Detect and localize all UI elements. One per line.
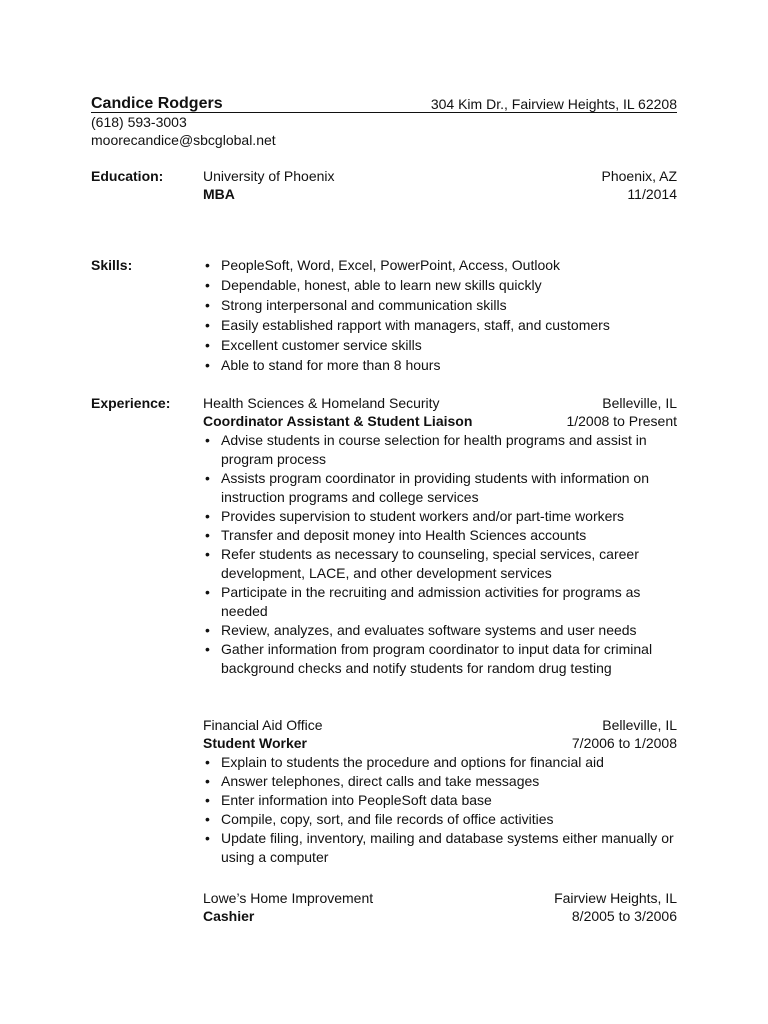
name-line — [91, 94, 677, 114]
job-employer: Lowe’s Home Improvement — [203, 890, 374, 906]
job-employer: Financial Aid Office — [203, 717, 323, 733]
job-location: Belleville, IL — [602, 717, 677, 733]
list-item: • Gather information from program coordinator to input data for criminal background checks and notify students for random drug testing — [205, 641, 653, 676]
education-degree: MBA — [203, 186, 235, 202]
address: 304 Kim Dr., Fairview Heights, IL 62208 — [430, 96, 677, 112]
job-dates: 8/2005 to 3/2006 — [571, 908, 677, 924]
bullet-icon: • — [205, 317, 210, 333]
list-item: • Advise students in course selection for health programs and assist in program process — [205, 432, 647, 467]
job-title: Coordinator Assistant & Student Liaison — [203, 413, 473, 429]
list-item: • Transfer and deposit money into Health Sciences accounts — [205, 527, 587, 543]
bullet-icon: • — [205, 337, 210, 353]
job-duties-list — [203, 431, 679, 678]
bullet-icon: • — [205, 470, 210, 486]
list-item: • Excellent customer service skills — [205, 337, 422, 353]
bullet-icon: • — [205, 773, 210, 789]
list-item: • Compile, copy, sort, and file records of office activities — [205, 811, 554, 827]
job-dates: 7/2006 to 1/2008 — [571, 735, 677, 751]
email: moorecandice@sbcglobal.net — [91, 132, 276, 148]
bullet-icon: • — [205, 792, 210, 808]
list-item: • Strong interpersonal and communication skills — [205, 297, 507, 313]
list-item: • Explain to students the procedure and options for financial aid — [205, 754, 604, 770]
job-dates: 1/2008 to Present — [566, 413, 677, 429]
bullet-icon: • — [205, 546, 210, 562]
job-location: Belleville, IL — [602, 395, 677, 411]
skills-label: Skills: — [91, 257, 133, 273]
list-item: • Refer students as necessary to counseling, special services, career development, LACE, and other development services — [205, 546, 639, 581]
list-item: • Assists program coordinator in providing students with information on instruction programs and college services — [205, 470, 649, 505]
bullet-icon: • — [205, 811, 210, 827]
education-label: Education: — [91, 168, 164, 184]
education-location: Phoenix, AZ — [601, 168, 677, 184]
bullet-icon: • — [205, 622, 210, 638]
list-item: • Easily established rapport with managers, staff, and customers — [205, 317, 610, 333]
list-item: • Able to stand for more than 8 hours — [205, 357, 441, 373]
bullet-icon: • — [205, 432, 210, 448]
bullet-icon: • — [205, 830, 210, 846]
phone: (618) 593-3003 — [91, 114, 187, 130]
bullet-icon: • — [205, 277, 210, 293]
list-item: • Update filing, inventory, mailing and database systems either manually or using a computer — [205, 830, 674, 865]
list-item: • Provides supervision to student workers and/or part-time workers — [205, 508, 625, 524]
list-item: • PeopleSoft, Word, Excel, PowerPoint, Access, Outlook — [205, 257, 561, 273]
bullet-icon: • — [205, 257, 210, 273]
bullet-icon: • — [205, 754, 210, 770]
list-item: • Review, analyzes, and evaluates software systems and user needs — [205, 622, 637, 638]
list-item: • Answer telephones, direct calls and take messages — [205, 773, 540, 789]
list-item: • Participate in the recruiting and admission activities for programs as needed — [205, 584, 641, 619]
list-item: • Dependable, honest, able to learn new skills quickly — [205, 277, 542, 293]
education-school: University of Phoenix — [203, 168, 335, 184]
job-employer: Health Sciences & Homeland Security — [203, 395, 440, 411]
job-duties-list — [203, 753, 679, 867]
bullet-icon: • — [205, 641, 210, 657]
education-date: 11/2014 — [627, 186, 677, 202]
candidate-name: Candice Rodgers — [91, 95, 223, 112]
bullet-icon: • — [205, 508, 210, 524]
experience-label: Experience: — [91, 395, 171, 411]
job-title: Cashier — [203, 908, 255, 924]
skills-list — [203, 256, 679, 376]
bullet-icon: • — [205, 584, 210, 600]
bullet-icon: • — [205, 357, 210, 373]
bullet-icon: • — [205, 527, 210, 543]
job-title: Student Worker — [203, 735, 307, 751]
job-location: Fairview Heights, IL — [554, 890, 677, 906]
bullet-icon: • — [205, 297, 210, 313]
list-item: • Enter information into PeopleSoft data base — [205, 792, 492, 808]
